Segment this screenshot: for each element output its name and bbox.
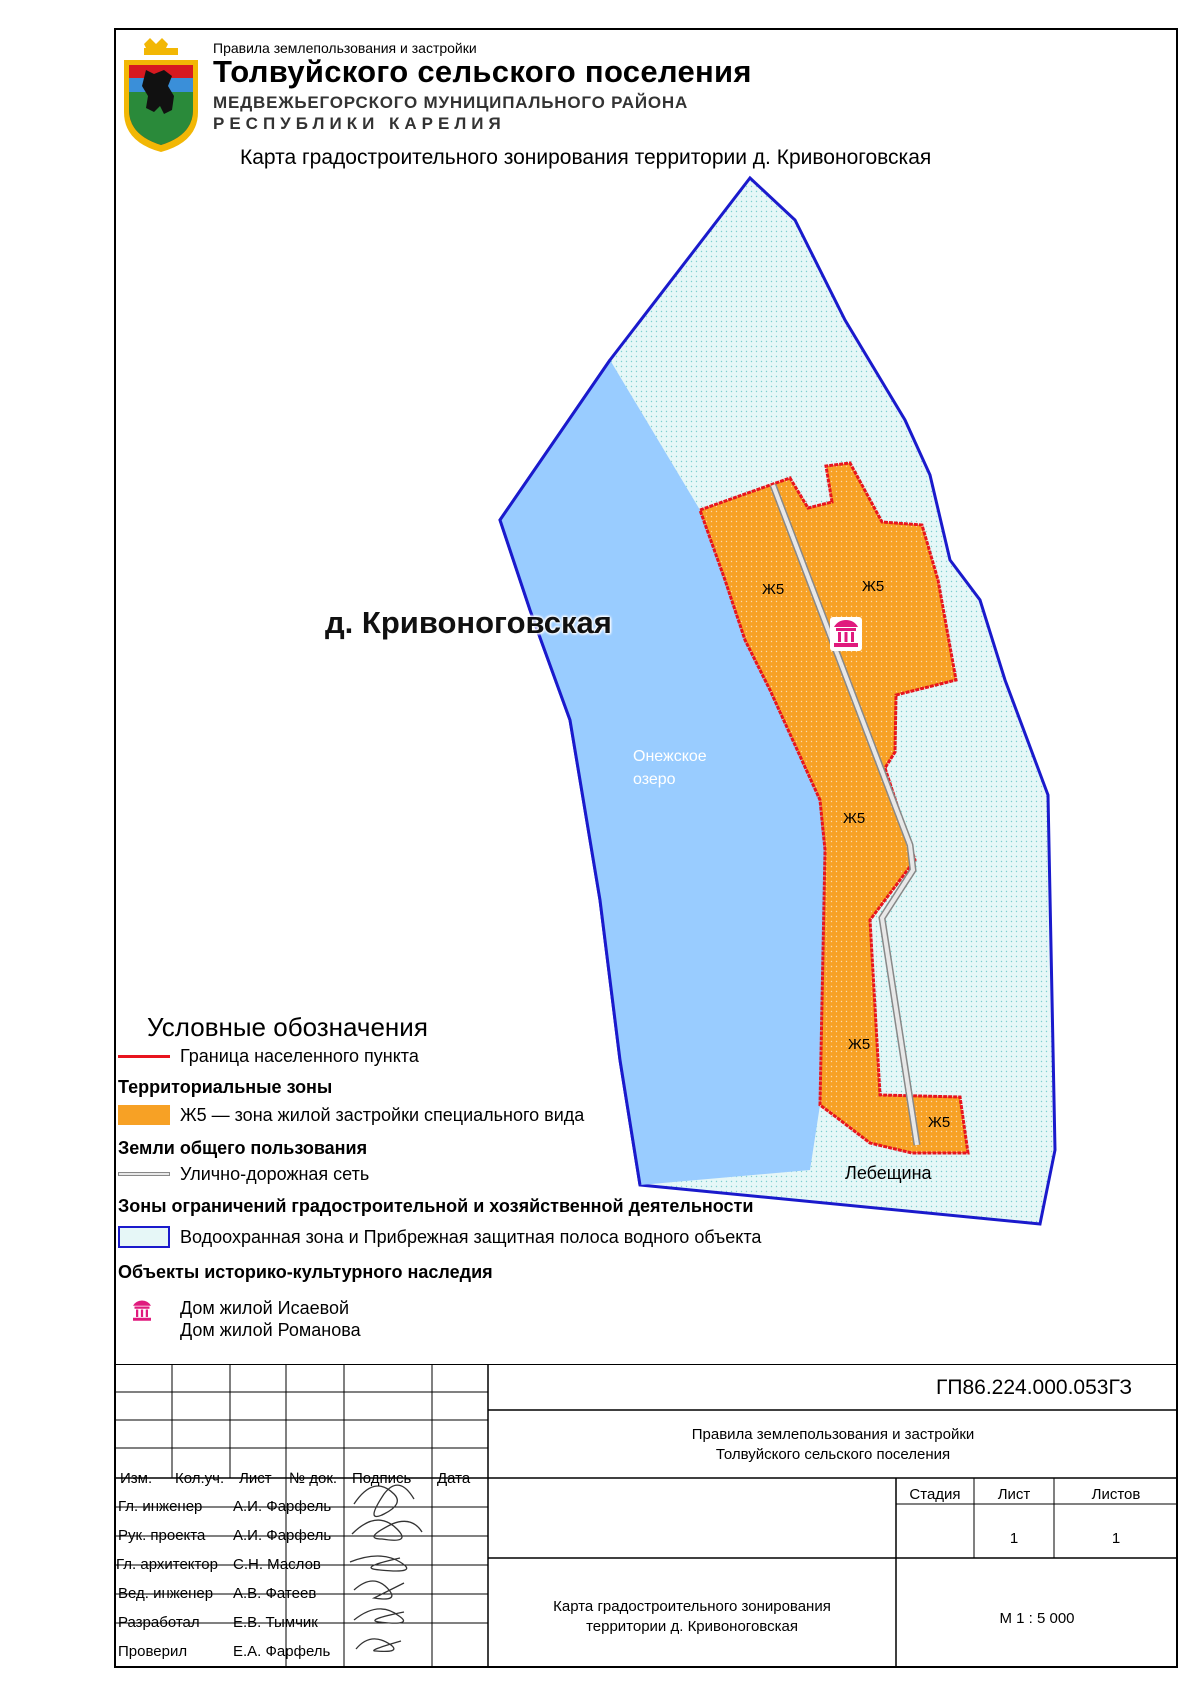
signature-scribbles bbox=[350, 1485, 422, 1651]
legend-road: Улично-дорожная сеть bbox=[180, 1164, 370, 1184]
name-4: А.В. Фатеев bbox=[233, 1585, 317, 1602]
col-izm: Изм. bbox=[120, 1470, 153, 1487]
zone-label: Ж5 bbox=[762, 581, 785, 598]
role-4: Вед. инженер bbox=[118, 1585, 214, 1602]
map-title: Карта градостроительного зонирования территории д. Кривоноговская bbox=[240, 146, 932, 169]
legend-zh5-swatch bbox=[118, 1105, 170, 1125]
col-data: Дата bbox=[437, 1470, 471, 1487]
legend-road-swatch bbox=[118, 1172, 170, 1176]
doc-code: ГП86.224.000.053ГЗ bbox=[936, 1376, 1133, 1399]
drawing-line2: территории д. Кривоноговская bbox=[586, 1618, 798, 1635]
legend-title: Условные обозначения bbox=[147, 1012, 428, 1042]
legend-heritage-icon bbox=[130, 1298, 154, 1324]
col-podpis: Подпись bbox=[352, 1470, 412, 1487]
header-district: МЕДВЕЖЬЕГОРСКОГО МУНИЦИПАЛЬНОГО РАЙОНА bbox=[213, 93, 689, 112]
stage-label: Стадия bbox=[909, 1486, 961, 1503]
zone-label: Ж5 bbox=[862, 578, 885, 595]
scale: М 1 : 5 000 bbox=[999, 1610, 1075, 1627]
lake-label-line1: Онежское bbox=[633, 748, 707, 765]
place-label: Лебещина bbox=[845, 1163, 932, 1183]
legend-restrictions-head: Зоны ограничений градостроительной и хозяйственной деятельности bbox=[118, 1196, 754, 1216]
role-5: Разработал bbox=[118, 1614, 200, 1631]
legend-zh5: Ж5 — зона жилой застройки специального вида bbox=[180, 1105, 585, 1125]
col-list: Лист bbox=[239, 1470, 272, 1487]
sheet-value: 1 bbox=[1009, 1530, 1019, 1547]
karelia-coat-of-arms-icon bbox=[120, 34, 202, 154]
drawing-line1: Карта градостроительного зонирования bbox=[553, 1598, 831, 1615]
legend-boundary-swatch bbox=[118, 1055, 170, 1058]
col-kol: Кол.уч. bbox=[175, 1470, 225, 1487]
legend-heritage-head: Объекты историко-культурного наследия bbox=[118, 1262, 493, 1282]
legend-water-swatch bbox=[118, 1226, 170, 1248]
project-line2: Толвуйского сельского поселения bbox=[715, 1446, 951, 1463]
role-6: Проверил bbox=[118, 1643, 188, 1660]
name-5: Е.В. Тымчик bbox=[233, 1614, 318, 1631]
role-1: Гл. инженер bbox=[118, 1498, 203, 1515]
header-rules: Правила землепользования и застройки bbox=[213, 40, 477, 56]
zone-label: Ж5 bbox=[848, 1036, 871, 1053]
village-label: д. Кривоноговская bbox=[325, 605, 612, 640]
sheets-value: 1 bbox=[1111, 1530, 1121, 1547]
zone-label: Ж5 bbox=[843, 810, 866, 827]
legend-boundary: Граница населенного пункта bbox=[180, 1046, 419, 1066]
header-settlement: Толвуйского сельского поселения bbox=[213, 54, 752, 89]
sheet-label: Лист bbox=[997, 1486, 1031, 1503]
legend-heritage-1: Дом жилой Исаевой bbox=[180, 1298, 350, 1318]
name-1: А.И. Фарфель bbox=[233, 1498, 332, 1515]
role-3: Гл. архитектор bbox=[116, 1556, 218, 1573]
sheets-label: Листов bbox=[1091, 1486, 1141, 1503]
legend-territorial-head: Территориальные зоны bbox=[118, 1077, 333, 1097]
name-2: А.И. Фарфель bbox=[233, 1527, 332, 1544]
legend-heritage-2: Дом жилой Романова bbox=[180, 1320, 361, 1340]
name-6: Е.А. Фарфель bbox=[233, 1643, 331, 1660]
header-republic: РЕСПУБЛИКИ КАРЕЛИЯ bbox=[213, 114, 506, 133]
heritage-monument-icon bbox=[830, 617, 862, 651]
lake-label-line2: озеро bbox=[633, 771, 676, 788]
zone-label: Ж5 bbox=[928, 1114, 951, 1131]
name-3: С.Н. Маслов bbox=[233, 1556, 321, 1573]
legend-public-head: Земли общего пользования bbox=[118, 1138, 368, 1158]
role-2: Рук. проекта bbox=[118, 1527, 206, 1544]
lake-label bbox=[633, 745, 707, 791]
legend-water-zone: Водоохранная зона и Прибрежная защитная полоса водного объекта bbox=[180, 1227, 762, 1247]
project-line1: Правила землепользования и застройки bbox=[691, 1426, 975, 1443]
col-nodok: № док. bbox=[289, 1470, 338, 1487]
